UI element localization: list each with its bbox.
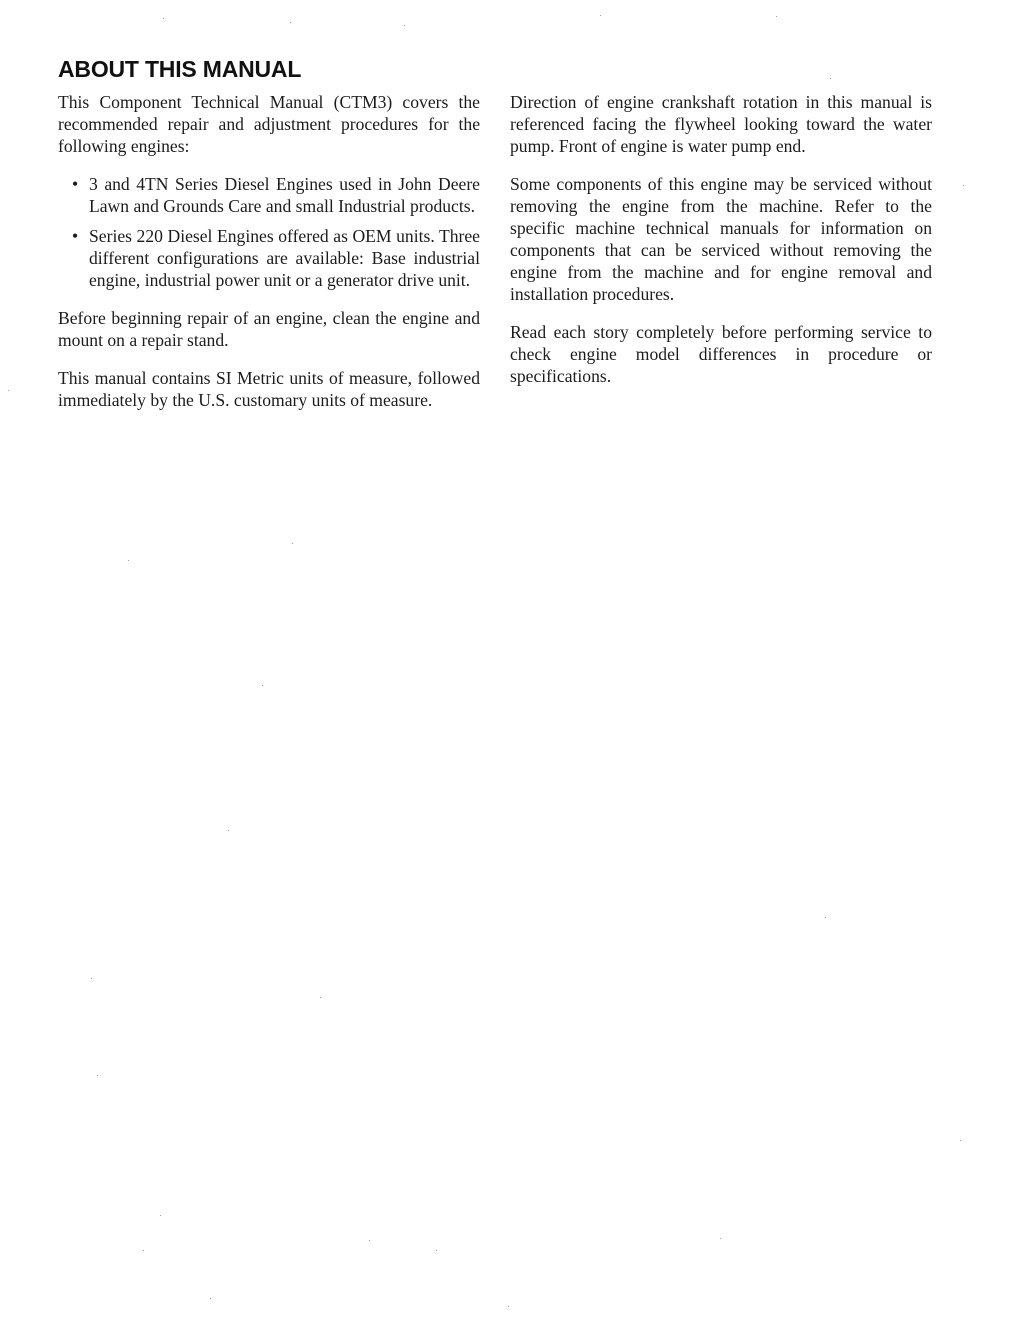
list-item-text: Series 220 Diesel Engines offered as OEM units. Three different configurations are available: Base industrial engine, industrial power unit or a generator drive unit.	[89, 226, 480, 290]
read-story-paragraph: Read each story completely before performing service to check engine model differences in procedure or specifications.	[510, 322, 932, 386]
list-item	[58, 173, 480, 217]
repair-stand-paragraph: Before beginning repair of an engine, clean the engine and mount on a repair stand.	[58, 308, 480, 350]
units-paragraph: This manual contains SI Metric units of measure, followed immediately by the U.S. customary units of measure.	[58, 368, 480, 410]
intro-paragraph: This Component Technical Manual (CTM3) covers the recommended repair and adjustment procedures for the following engines:	[58, 92, 480, 156]
list-item-text: 3 and 4TN Series Diesel Engines used in John Deere Lawn and Grounds Care and small Industrial products.	[89, 174, 480, 216]
left-column	[58, 91, 480, 427]
bullet-icon: •	[72, 174, 79, 194]
right-column	[510, 91, 932, 403]
rotation-paragraph: Direction of engine crankshaft rotation in this manual is referenced facing the flywheel looking toward the water pump. Front of engine is water pump end.	[510, 92, 932, 156]
engine-list	[58, 173, 480, 291]
list-item	[58, 225, 480, 291]
section-heading: ABOUT THIS MANUAL	[58, 56, 302, 82]
servicing-paragraph: Some components of this engine may be serviced without removing the engine from the machine. Refer to the specific machine technical manuals for information on components that can be serviced without removing the engine from the machine and for engine removal and installation procedures.	[510, 174, 932, 304]
bullet-icon: •	[72, 226, 79, 246]
